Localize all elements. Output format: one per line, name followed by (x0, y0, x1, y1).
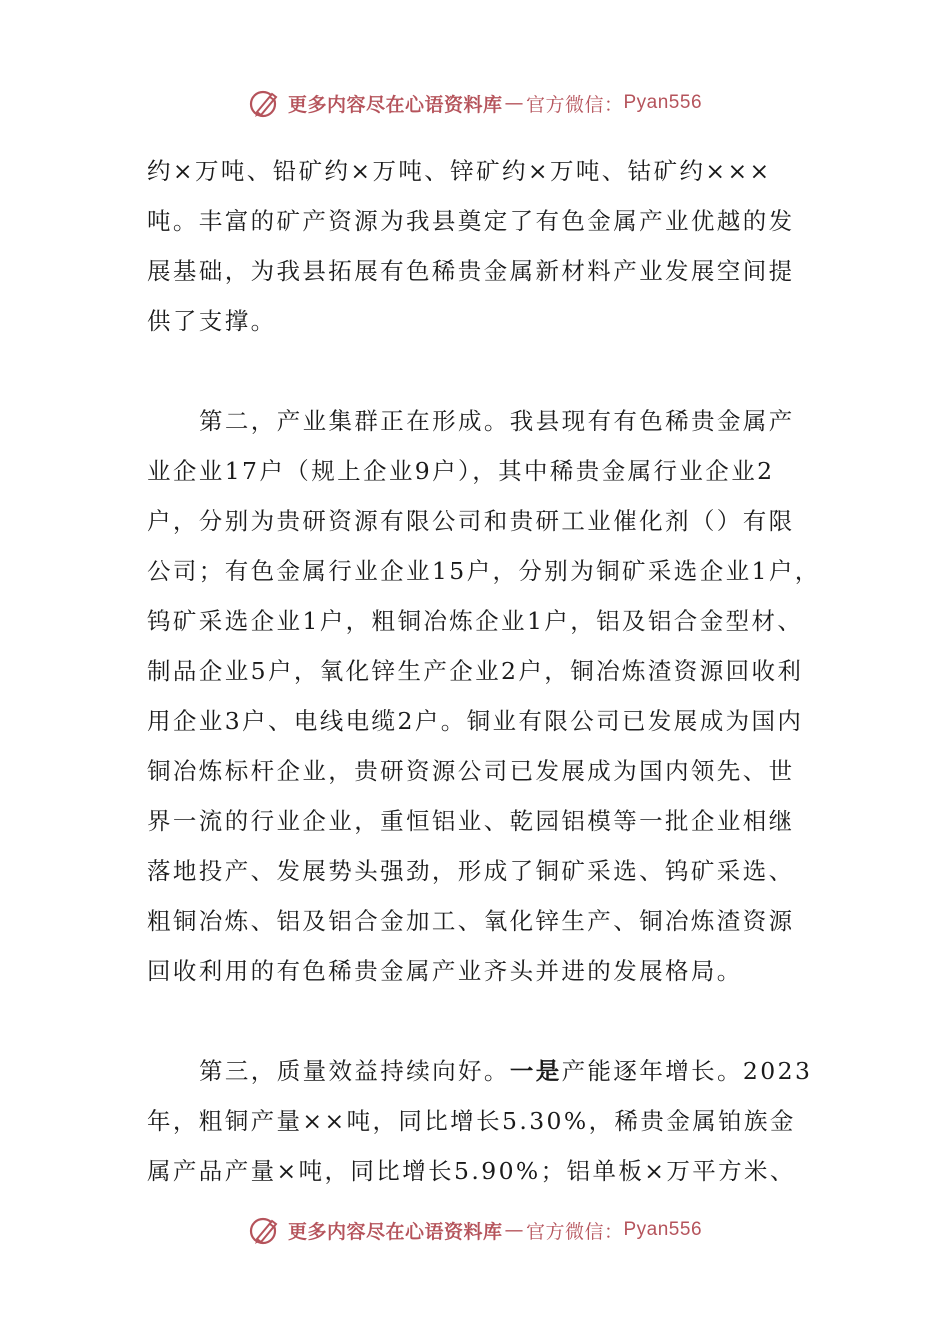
bold-keyword: 一是 (509, 1057, 562, 1085)
banner-wechat-label: 官方微信： (525, 93, 624, 116)
text-line: 供了支撑。 (147, 307, 277, 335)
text-line: 回收利用的有色稀贵金属产业齐头并进的发展格局。 (147, 957, 743, 985)
paragraph-quality-benefit (147, 1046, 813, 1196)
text-line: 吨。丰富的矿产资源为我县奠定了有色金属产业优越的发 (147, 207, 795, 235)
paragraph-spacer (147, 346, 807, 396)
text-line: 公司；有色金属行业企业15户，分别为铜矿采选企业1户， (147, 557, 821, 585)
text-line: 钨矿采选企业1户，粗铜冶炼企业1户，铝及铝合金型材、 (147, 607, 804, 635)
banner-wechat-id: Pyan556 (623, 92, 703, 113)
paragraph-industry-cluster (147, 396, 821, 996)
text-line: 第二，产业集群正在形成。我县现有有色稀贵金属产 (199, 407, 795, 435)
text-line: 用企业3户、电线电缆2户。铜业有限公司已发展成为国内 (147, 707, 804, 735)
text-line: 展基础，为我县拓展有色稀贵金属新材料产业发展空间提 (147, 257, 795, 285)
paragraph-resources-continued (147, 146, 807, 346)
text-line: 界一流的行业企业，重恒铝业、乾园铝模等一批企业相继 (147, 807, 795, 835)
banner-wechat-label: 官方微信： (525, 1220, 624, 1243)
pen-logo-icon (248, 86, 282, 120)
pen-logo-icon (248, 1213, 282, 1247)
banner-wechat-id: Pyan556 (623, 1219, 703, 1240)
text-line: 属产品产量×吨，同比增长5.90%；铝单板×万平方米、 (147, 1157, 796, 1185)
text-line: 约×万吨、铅矿约×万吨、锌矿约×万吨、钴矿约××× (147, 157, 772, 185)
text-line: 户，分别为贵研资源有限公司和贵研工业催化剂（）有限 (147, 507, 795, 535)
text-line: 铜冶炼标杆企业，贵研资源公司已发展成为国内领先、世 (147, 757, 795, 785)
paragraph-spacer (147, 996, 807, 1046)
banner-separator: — (504, 1219, 524, 1241)
text-line: 粗铜冶炼、铝及铝合金加工、氧化锌生产、铜冶炼渣资源 (147, 907, 795, 935)
banner-brand-text: 更多内容尽在心语资料库 (287, 1220, 503, 1243)
text-line: 年，粗铜产量××吨，同比增长5.30%，稀贵金属铂族金 (147, 1107, 796, 1135)
text-line: 制品企业5户，氧化锌生产企业2户，铜冶炼渣资源回收利 (147, 657, 804, 685)
banner-brand-text: 更多内容尽在心语资料库 (287, 93, 503, 116)
banner-separator: — (504, 92, 524, 114)
text-line: 落地投产、发展势头强劲，形成了铜矿采选、钨矿采选、 (147, 857, 795, 885)
header-watermark-banner (0, 83, 950, 123)
footer-watermark-banner (0, 1210, 950, 1250)
text-line: 业企业17户（规上企业9户），其中稀贵金属行业企业2 (147, 457, 775, 485)
text-line (147, 1046, 813, 1096)
document-body (147, 146, 821, 1196)
text-run: 第三，质量效益持续向好。 (199, 1057, 510, 1085)
text-run: 产能逐年增长。2023 (561, 1057, 813, 1085)
